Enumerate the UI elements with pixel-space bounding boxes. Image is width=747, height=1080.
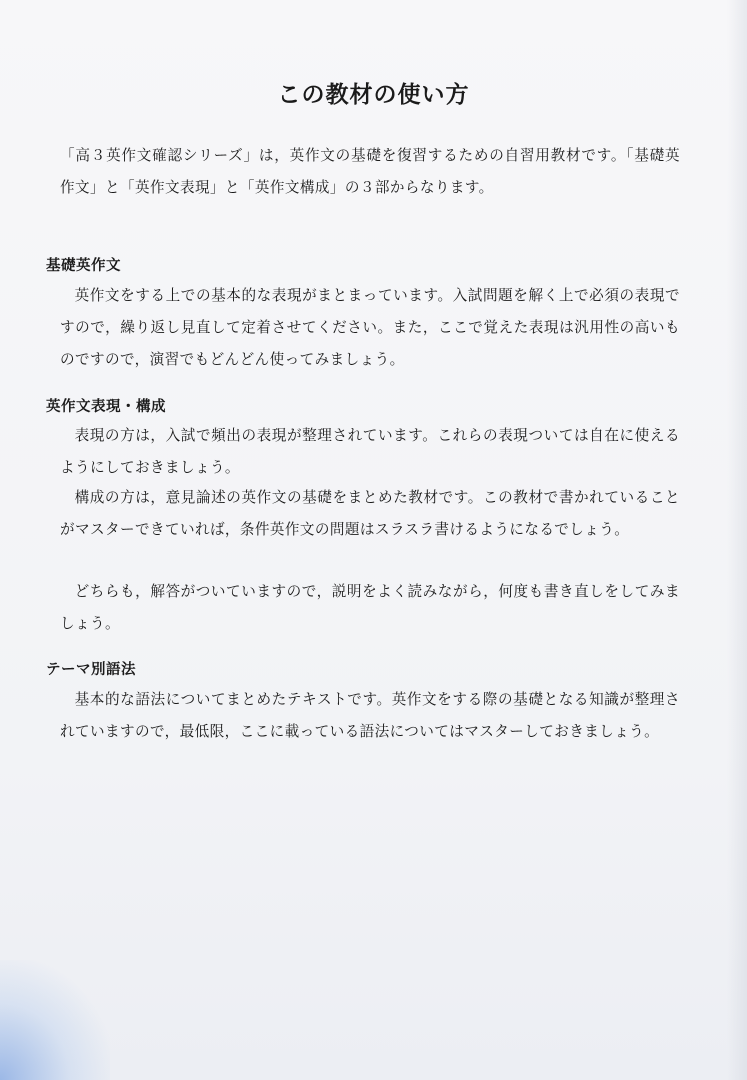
section-paragraph-kiso: 英作文をする上での基本的な表現がまとまっています。入試問題を解く上で必須の表現ですので，繰り返し見直して定着させてください。また，ここで覚えた表現は汎用性の高いものですので，演習でもどんどん使ってみましょう。 [60, 287, 680, 368]
section-paragraph-dochiramo: どちらも，解答がついていますので，説明をよく読みながら，何度も書き直しをしてみましょう。 [60, 583, 680, 632]
section-heading-kiso: 基礎英作文 [46, 258, 121, 274]
page-shadow [0, 960, 110, 1080]
intro-paragraph: 「高３英作文確認シリーズ」は，英作文の基礎を復習するための自習用教材です。「基礎英作文」と「英作文表現」と「英作文構成」の３部からなります。 [60, 147, 680, 196]
section-heading-gohou: テーマ別語法 [46, 662, 136, 678]
section-paragraph-kosei: 構成の方は，意見論述の英作文の基礎をまとめた教材です。この教材で書かれていることがマスターできていれば，条件英作文の問題はスラスラ書けるようになるでしょう。 [60, 489, 680, 538]
page-title: この教材の使い方 [277, 82, 470, 108]
section-paragraph-hyogen: 表現の方は，入試で頻出の表現が整理されています。これらの表現ついては自在に使えるようにしておきましょう。 [60, 427, 680, 476]
section-paragraph-gohou: 基本的な語法についてまとめたテキストです。英作文をする際の基礎となる知識が整理されていますので，最低限，ここに載っている語法についてはマスターしておきましょう。 [60, 691, 680, 740]
page-edge-shadow [727, 0, 747, 1080]
section-heading-hyogen-kosei: 英作文表現・構成 [46, 399, 166, 415]
